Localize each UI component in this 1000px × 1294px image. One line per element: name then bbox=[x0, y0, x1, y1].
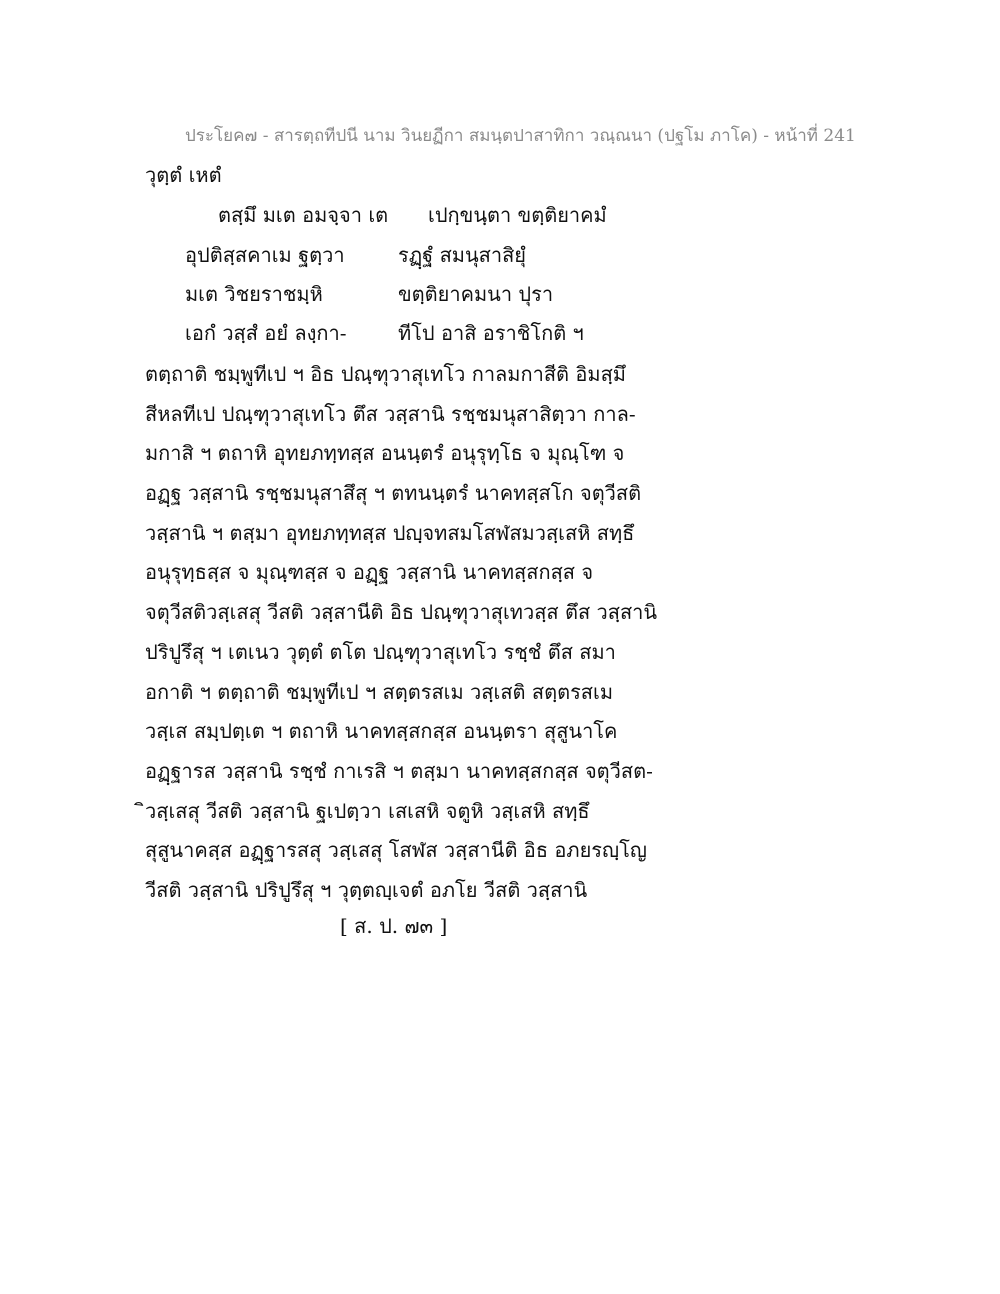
body-line: อกาติ ฯ ตตฺถาติ ชมฺพูทีเป ฯ สตฺตรสเม วสฺเสติ สตฺตรสเม bbox=[145, 679, 614, 704]
body-line: อนุรุทฺธสฺส จ มุณฺฑสฺส จ อฏฺฐ วสฺสานิ นาคทสฺสกสฺส จ bbox=[145, 560, 594, 585]
body-line: อฏฺฐารส วสฺสานิ รชฺชํ กาเรสิ ฯ ตสฺมา นาคทสฺสกสฺส จตุวีสต- bbox=[145, 758, 653, 783]
verse-line-2b: รฏฺฐํ สมนุสาสิยุํ bbox=[398, 243, 526, 267]
page-reference: [ ส. ป. ๗๓ ] bbox=[340, 914, 448, 938]
verse-line-1b: เปกฺขนฺตา ขตฺติยาคมํ bbox=[428, 203, 607, 227]
verse-line-3a: มเต วิชยราชมฺหิ bbox=[185, 282, 323, 306]
running-header: ประโยค๗ - สารตฺถทีปนี นาม วินยฏีกา สมนฺตปาสาทิกา วณฺณนา (ปฐโม ภาโค) - หน้าที่ 241 bbox=[185, 126, 856, 146]
verse-line-4a: เอกํ วสฺสํ อยํ ลงฺกา- bbox=[185, 321, 347, 345]
body-line: ตตฺถาติ ชมฺพูทีเป ฯ อิธ ปณฺฑุวาสุเทโว กาลมกาสีติ อิมสฺมึ bbox=[145, 362, 626, 386]
body-line: วสฺเส สมฺปตฺเต ฯ ตถาหิ นาคทสฺสกสฺส อนนฺตรา สุสูนาโค bbox=[145, 719, 618, 744]
body-line: วสฺสานิ ฯ ตสฺมา อุทยภทฺทสฺส ปญฺจทสมโสฬสมวสฺเสหิ สทฺธึ bbox=[145, 520, 635, 545]
verse-line-1a: ตสฺมึ มเต อมจฺจา เต bbox=[218, 203, 389, 227]
verse-line-2a: อุปติสฺสคาเม ฐตฺวา bbox=[185, 243, 345, 267]
body-line: อฏฺฐ วสฺสานิ รชฺชมนุสาสึสุ ฯ ตทนนฺตรํ นาคทสฺสโก จตุวีสติ bbox=[145, 481, 642, 506]
body-line: จตุวีสติวสฺเสสุ วีสติ วสฺสานีติ อิธ ปณฺฑุวาสุเทวสฺส ตึส วสฺสานิ bbox=[145, 600, 658, 625]
body-paragraph bbox=[145, 355, 675, 911]
verse-line-3b: ขตฺติยาคมนา ปุรา bbox=[398, 282, 554, 306]
body-line: มกาสิ ฯ ตถาหิ อุทยภทฺทสฺส อนนฺตรํ อนุรุทฺโธ จ มุณฺโฑ จ bbox=[145, 441, 625, 466]
verse-line-4b: ทีโป อาสิ อราชิโกติ ฯ bbox=[398, 321, 584, 345]
intro-line: วุตฺตํ เหตํ bbox=[145, 163, 222, 187]
body-line: สุสูนาคสฺส อฏฺฐารสสุ วสฺเสสุ โสฬส วสฺสานีติ อิธ อภยรญฺโญ bbox=[145, 838, 647, 863]
body-line: ิวสฺเสสุ วีสติ วสฺสานิ ฐเปตฺวา เสเสหิ จตูหิ วสฺเสหิ สทฺธึ bbox=[145, 798, 590, 823]
body-line: สีหลทีเป ปณฺฑุวาสุเทโว ตึส วสฺสานิ รชฺชมนุสาสิตฺวา กาล- bbox=[145, 401, 636, 426]
body-line: วีสติ วสฺสานิ ปริปูรึสุ ฯ วุตฺตญฺเจตํ อภโย วีสติ วสฺสานิ bbox=[145, 877, 588, 902]
body-line: ปริปูรึสุ ฯ เตเนว วุตฺตํ ตโต ปณฺฑุวาสุเทโว รชฺชํ ตึส สมา bbox=[145, 639, 616, 664]
